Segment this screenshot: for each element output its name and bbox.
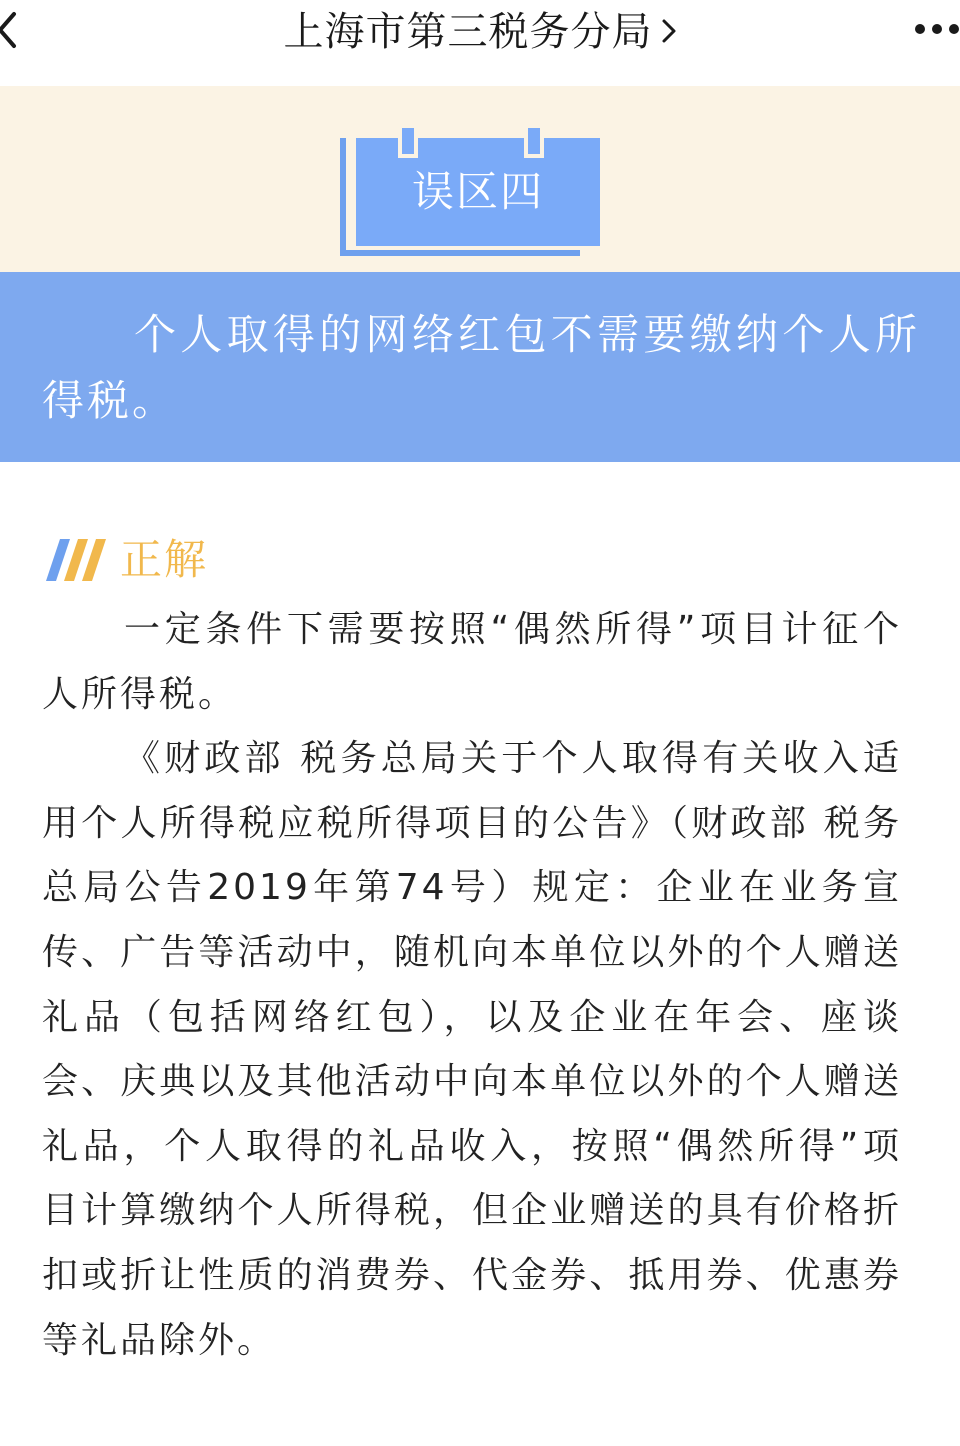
answer-title: 正解 (120, 535, 209, 584)
chevron-right-icon (661, 17, 677, 45)
answer-heading (46, 530, 208, 590)
answer-paragraph: 《财政部 税务总局关于个人取得有关收入适用个人所得税应税所得项目的公告》（财政部 税务总局公告2019年第74号）规定：企业在业务宣传、广告等活动中，随机向本单位以外的个人赠送礼品（包括网络红包），以及企业在年会、座谈会、庆典以及其他活动中向本单位以外的个人赠送礼品，个人取得的礼品收入，按照“偶然所得”项目计算缴纳个人所得税，但企业赠送的具有价格折扣或折让性质的消费券、代金券、抵用券、优惠券等礼品除外。 (42, 738, 902, 1361)
nav-bar (0, 0, 960, 86)
answer-body (42, 598, 902, 1373)
account-title-link[interactable] (0, 4, 960, 60)
myth-statement-band (0, 272, 960, 462)
calendar-badge (340, 112, 604, 262)
section-header-band (0, 86, 960, 272)
slash-stripes-icon (46, 539, 106, 581)
answer-paragraph: 一定条件下需要按照“偶然所得”项目计征个人所得税。 (42, 609, 902, 715)
more-dots-icon[interactable] (914, 22, 960, 36)
account-name: 上海市第三税务分局 (283, 9, 653, 55)
myth-statement: 个人取得的网络红包不需要缴纳个人所得税。 (42, 310, 920, 425)
myth-number-label: 误区四 (411, 167, 544, 216)
